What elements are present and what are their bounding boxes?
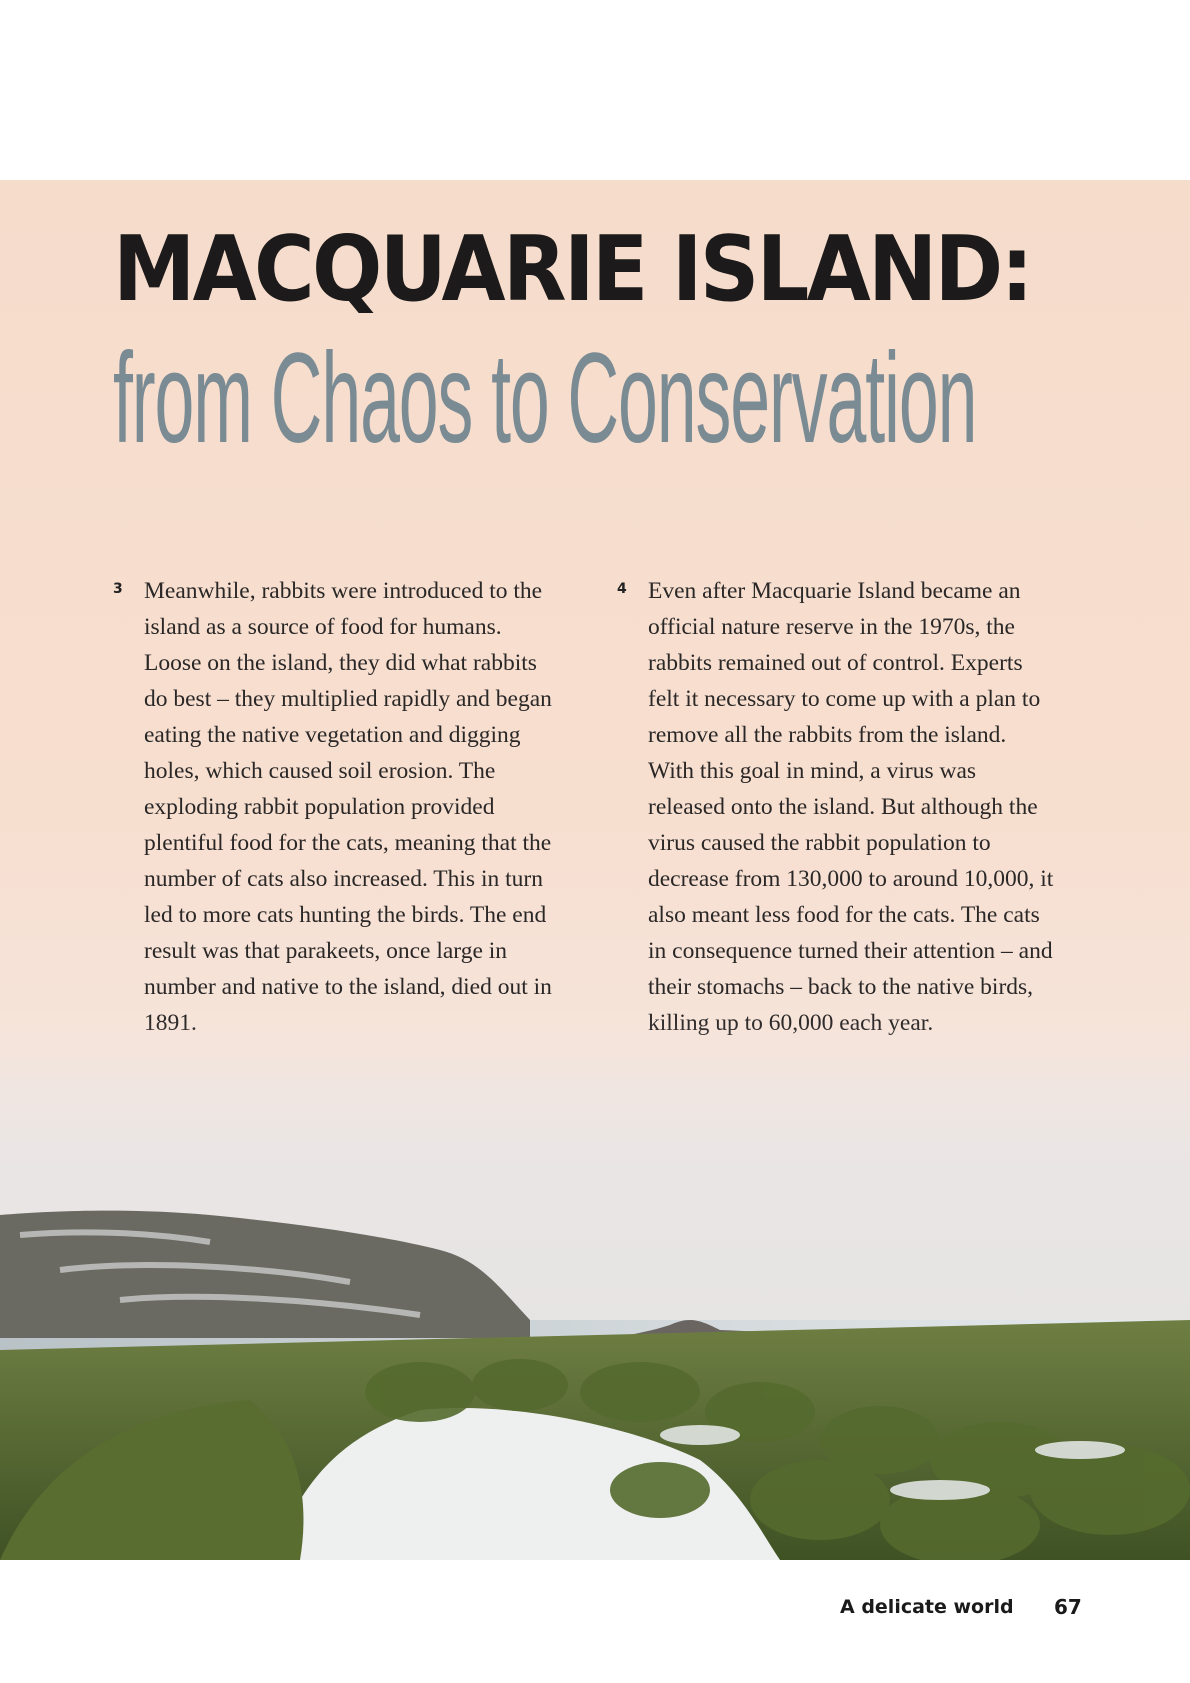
paragraph-number: 3 (113, 581, 123, 597)
paragraph-number: 4 (617, 581, 627, 597)
island-landscape-photo (0, 1020, 1190, 1560)
paragraph-3 (113, 573, 553, 1041)
page-subtitle: from Chaos to Conservation (113, 327, 977, 470)
page-number: 67 (1054, 1595, 1082, 1619)
page-title: MACQUARIE ISLAND: (113, 217, 1031, 322)
paragraph-4 (617, 573, 1057, 1041)
paragraph-text: Even after Macquarie Island became an official nature reserve in the 1970s, the rabbits remained out of control. Experts felt it necessary to come up with a plan to remove all the rabbits from the island. With this goal in mind, a virus was released onto the island. But although the virus caused the rabbit population to decrease from 130,000 to around 10,000, it also meant less food for the cats. The cats in consequence turned their attention – and their stomachs – back to the native birds, (648, 578, 1054, 1000)
paragraph-text: Meanwhile, rabbits were introduced to the island as a source of food for humans. Loose on the island, they did what rabbits do best – they multiplied rapidly and began eating the native vegetation and digging holes, which caused soil erosion. The exploding rabbit population provided plentiful food for the cats, meaning that the number of cats also increased. This in turn led to more cats hunting the birds. The end result was that parakeets, once large in number and native to the island, died out in (144, 578, 552, 1000)
footer-section-title: A delicate world (840, 1596, 1014, 1618)
